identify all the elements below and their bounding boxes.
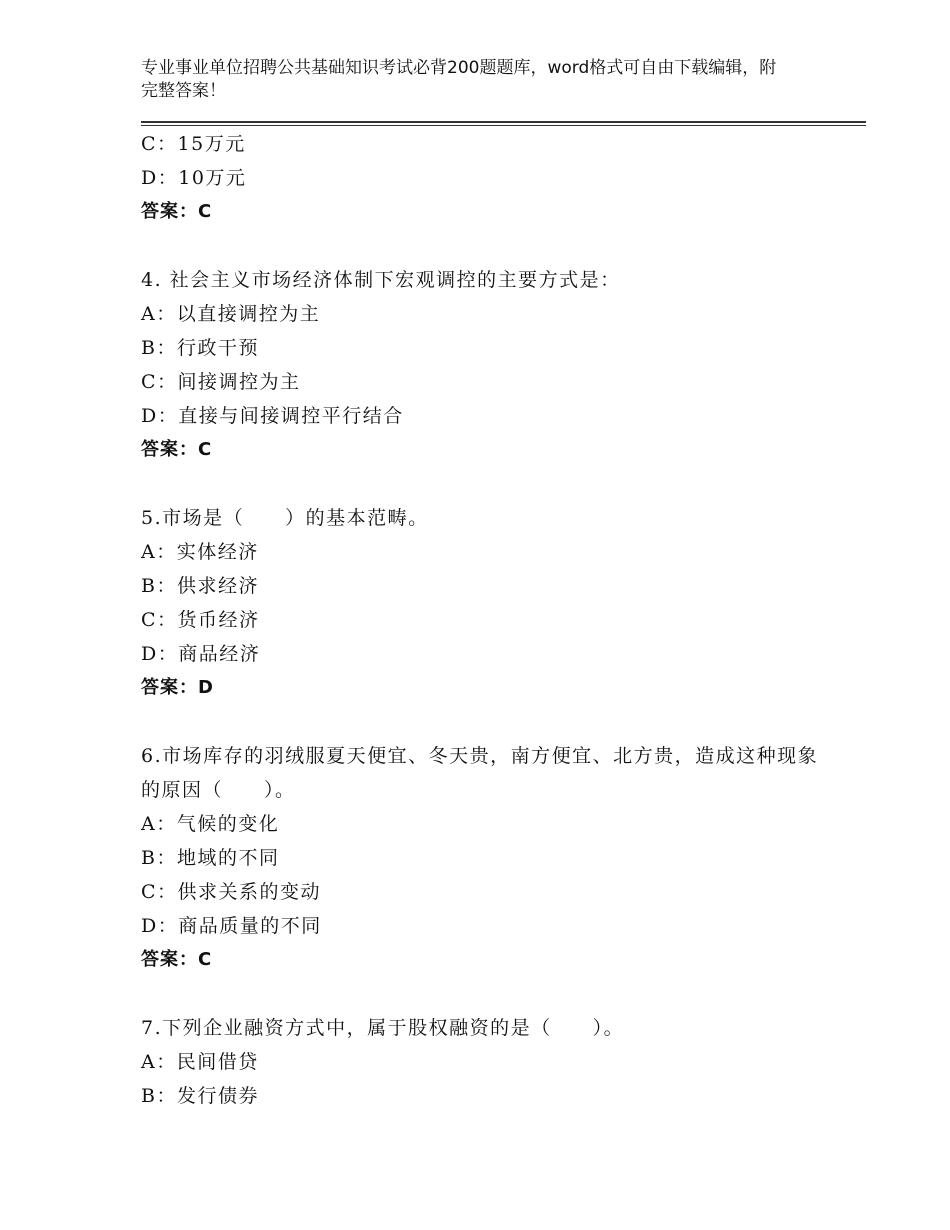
- question-text: 5.市场是（ ）的基本范畴。: [141, 507, 429, 529]
- option-d: D：直接与间接调控平行结合: [141, 405, 404, 427]
- option-d: D：商品质量的不同: [141, 915, 322, 937]
- answer-label: 答案：D: [141, 677, 214, 698]
- question-text: 7.下列企业融资方式中，属于股权融资的是（ ）。: [141, 1017, 625, 1039]
- option-d: D：10万元: [141, 167, 247, 189]
- option-c: C：15万元: [141, 133, 246, 155]
- answer-label: 答案：C: [141, 949, 213, 970]
- header-divider-thin: [141, 125, 866, 126]
- answer-label: 答案：C: [141, 201, 213, 222]
- option-b: B：发行债券: [141, 1085, 259, 1107]
- question-list: [141, 127, 821, 1113]
- option-b: B：供求经济: [141, 575, 259, 597]
- option-b: B：行政干预: [141, 337, 259, 359]
- question-text: 6.市场库存的羽绒服夏天便宜、冬天贵，南方便宜、北方贵，造成这种现象的原因（ ）。: [141, 745, 819, 801]
- question-block-3: [141, 127, 821, 229]
- question-block-6: [141, 739, 821, 977]
- question-text: 4. 社会主义市场经济体制下宏观调控的主要方式是：: [141, 269, 621, 291]
- option-a: A：以直接调控为主: [141, 303, 321, 325]
- option-b: B：地域的不同: [141, 847, 280, 869]
- option-c: C：间接调控为主: [141, 371, 301, 393]
- option-a: A：民间借贷: [141, 1051, 259, 1073]
- option-a: A：气候的变化: [141, 813, 280, 835]
- answer-label: 答案：C: [141, 439, 213, 460]
- question-block-5: [141, 501, 821, 705]
- option-a: A：实体经济: [141, 541, 259, 563]
- question-block-4: [141, 263, 821, 467]
- option-d: D：商品经济: [141, 643, 261, 665]
- option-c: C：供求关系的变动: [141, 881, 322, 903]
- option-c: C：货币经济: [141, 609, 260, 631]
- header-divider-thick: [141, 121, 866, 123]
- page-header: 专业事业单位招聘公共基础知识考试必背200题题库，word格式可自由下载编辑，附完整答案！: [141, 58, 777, 101]
- question-block-7: [141, 1011, 821, 1113]
